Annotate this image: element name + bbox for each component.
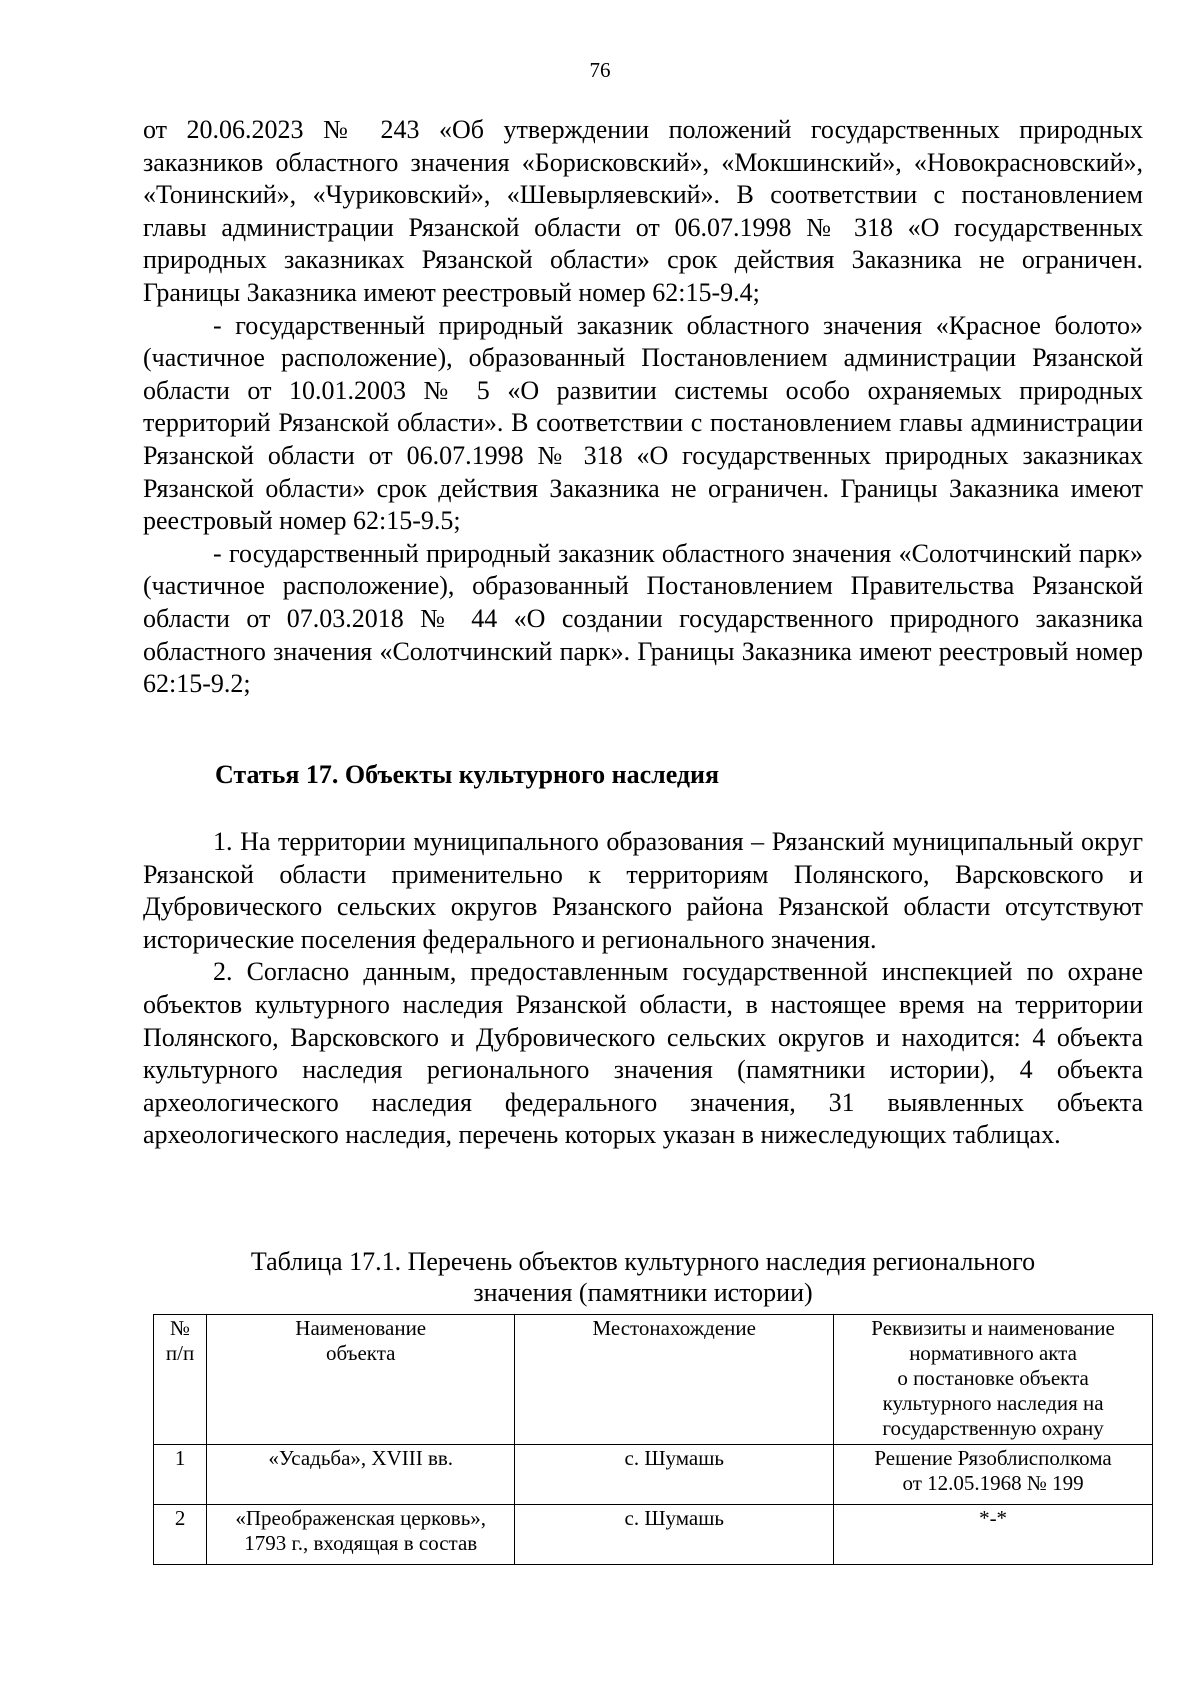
table-cell: с. Шумашь [515,1505,834,1565]
header-cell: Реквизиты и наименование нормативного акта о постановке объекта культурного наследия на государственную охрану [834,1315,1153,1445]
table-cell: *-* [834,1505,1153,1565]
table-cell: «Усадьба», XVIII вв. [207,1445,515,1505]
table-caption-line: Таблица 17.1. Перечень объектов культурного наследия регионального [250,1247,1036,1276]
table-cell: с. Шумашь [515,1445,834,1505]
table-cell: 1 [154,1445,207,1505]
header-cell: Наименование объекта [207,1315,515,1445]
header-cell: № п/п [154,1315,207,1445]
table-row [154,1445,1153,1505]
text-block-top [143,114,1143,701]
paragraph: от 20.06.2023 № 243 «Об утверждении положений государственных природных заказников областного значения «Борисковский», «Мокшинский», «Новокрасновский», «Тонинский», «Чуриковский», «Шевырляевский». В соответствии с постановлением главы администрации Рязанской области от 06.07.1998 № 318 «О государственных природных заказниках Рязанской области» срок действия Заказника не ограничен. Границы Заказника имеют реестровый номер 62:15-9.4; [143,115,1143,307]
table-cell: Решение Рязоблисполкома от 12.05.1968 № 199 [834,1445,1153,1505]
text-block-article [143,826,1143,1152]
table-caption-line: значения (памятники истории) [473,1278,813,1307]
page-number: 76 [589,58,611,82]
table-caption [143,1246,1143,1308]
article-heading: Статья 17. Объекты культурного наследия [215,760,720,789]
table-header-row [154,1315,1153,1445]
table-cell: «Преображенская церковь», 1793 г., входящая в состав [207,1505,515,1565]
paragraph: - государственный природный заказник областного значения «Красное болото» (частичное расположение), образованный Постановлением администрации Рязанской области от 10.01.2003 № 5 «О развитии системы особо охраняемых природных территорий Рязанской области». В соответствии с постановлением главы администрации Рязанской области от 06.07.1998 № 318 «О государственных природных заказниках Рязанской области» срок действия Заказника не ограничен. Границы Заказника имеют реестровый номер 62:15-9.5; [143,310,1143,536]
paragraph: 1. На территории муниципального образования – Рязанский муниципальный округ Рязанской области применительно к территориям Полянского, Варсковского и Дубровичеcкого сельских округов Рязанского района Рязанской области отсутствуют исторические поселения федерального и регионального значения. [143,827,1143,954]
table-row [154,1505,1153,1565]
paragraph: - государственный природный заказник областного значения «Солотчинский парк» (частичное расположение), образованный Постановлением Правительства Рязанской области от 07.03.2018 № 44 «О создании государственного природного заказника областного значения «Солотчинский парк». Границы Заказника имеют реестровый номер 62:15-9.2; [143,538,1143,699]
table-cell: 2 [154,1505,207,1565]
header-cell: Местонахождение [515,1315,834,1445]
paragraph: 2. Согласно данным, предоставленным государственной инспекцией по охране объектов культурного наследия Рязанской области, в настоящее время на территории Полянского, Варсковского и Дубровичеcкого сельских округов и находится: 4 объекта культурного наследия регионального значения (памятники истории), 4 объекта археологического наследия федерального значения, 31 выявленных объекта археологического наследия, перечень которых указан в нижеследующих таблицах. [143,957,1143,1150]
heritage-table [153,1314,1153,1565]
